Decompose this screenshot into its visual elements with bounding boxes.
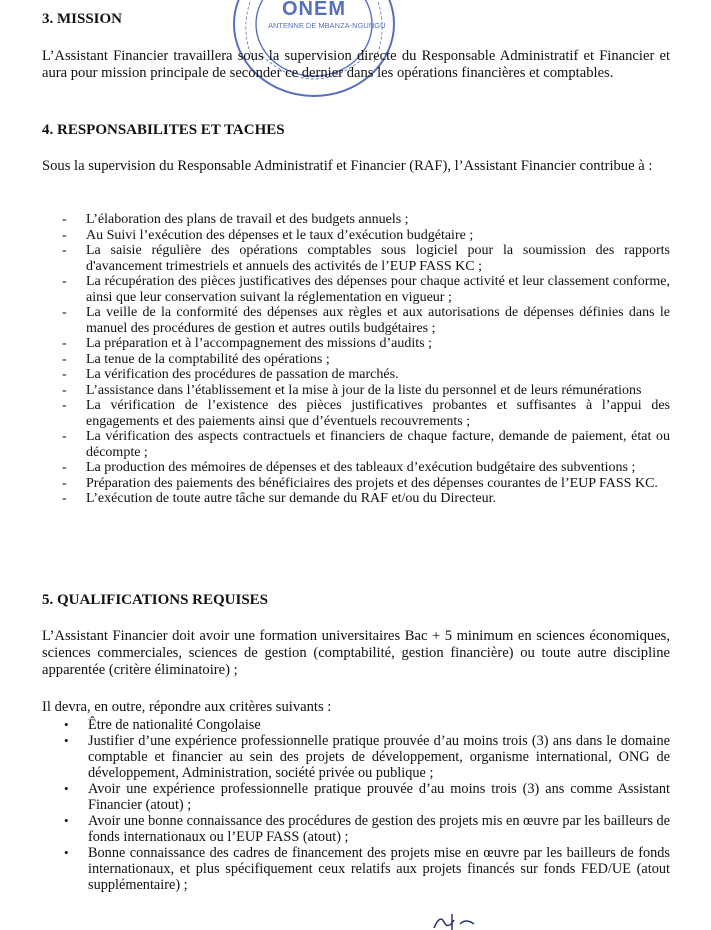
list-item-text: La tenue de la comptabilité des opérations ; (86, 351, 330, 367)
list-item-text: L’exécution de toute autre tâche sur demande du RAF et/ou du Directeur. (86, 491, 497, 506)
section-5-title: 5. QUALIFICATIONS REQUISES (42, 592, 269, 608)
list-item-text: L’assistance dans l’établissement et la mise à jour de la liste du personnel et de leurs rémunérations (86, 382, 642, 398)
list-item-text: Avoir une expérience professionnelle pratique prouvée d’au moins trois (3) ans comme Assistant Financier (atout) ; (88, 781, 670, 813)
list-item (62, 733, 670, 781)
list-marker: - (62, 398, 67, 413)
list-marker: - (62, 336, 67, 351)
signature-mark-icon (430, 912, 478, 930)
list-item (62, 274, 670, 305)
section-3-text: L’Assistant Financier travaillera sous la supervision directe du Responsable Administratif et Financier et aura pour mission principale de seconder ce dernier dans les opérations financières et comptables. (42, 48, 670, 81)
list-marker: - (62, 491, 67, 506)
bullet-marker: • (64, 733, 69, 748)
list-item (62, 813, 670, 845)
list-marker: - (62, 351, 67, 367)
list-item-text: La saisie régulière des opérations comptables sous logiciel pour la soumission des rapports d'avancement trimestriels et annuels des activités de l’EUP FASS KC ; (86, 243, 670, 274)
list-item (62, 212, 670, 228)
list-item-text: La production des mémoires de dépenses et des tableaux d’exécution budgétaire des subventions ; (86, 460, 636, 475)
list-item-text: Bonne connaissance des cadres de financement des projets mise en œuvre par les bailleurs de fonds internationaux, et plus spécifiquement ceux relatifs aux projets financés sur fonds FED/UE (atout supplémentaire) ; (88, 845, 670, 893)
bullet-marker: • (64, 845, 69, 860)
list-item-text: La veille de la conformité des dépenses aux règles et aux autorisations de dépenses définies dans le manuel des procédures de gestion et autres outils budgétaires ; (86, 305, 670, 336)
section-4-intro: Sous la supervision du Responsable Administratif et Financier (RAF), l’Assistant Financier contribue à : (42, 158, 653, 174)
list-marker: - (62, 382, 67, 398)
list-item (62, 367, 670, 383)
list-item-text: Être de nationalité Congolaise (88, 717, 261, 733)
bullet-marker: • (64, 717, 69, 732)
list-item-text: Justifier d’une expérience professionnelle pratique prouvée d’au moins trois (3) ans dans le domaine comptable et financier au sein des projets de développement, organisme international, ONG de développement, Administration, société privée ou publique ; (88, 733, 670, 781)
list-item (62, 383, 670, 399)
list-marker: - (62, 367, 67, 382)
list-item-text: L’élaboration des plans de travail et des budgets annuels ; (86, 212, 409, 227)
list-item-text: La vérification des aspects contractuels et financiers de chaque facture, demande de paiement, état ou décompte ; (86, 429, 670, 460)
list-item (62, 781, 670, 813)
section-3-title: 3. MISSION (42, 11, 123, 27)
list-item-text: La récupération des pièces justificatives des dépenses pour chaque activité et leur classement conforme, ainsi que leur conservation suivant la réglementation en vigueur ; (86, 274, 670, 305)
list-item (62, 336, 670, 352)
section-5-criteria-intro: Il devra, en outre, répondre aux critères suivants : (42, 699, 332, 715)
section-5-intro: L’Assistant Financier doit avoir une formation universitaires Bac + 5 minimum en sciences économiques, sciences commerciales, sciences de gestion (comptabilité, gestion financière) ou toute autre discipline apparentée (critère éliminatoire) ; (42, 628, 670, 678)
list-item-text: Préparation des paiements des bénéficiaires des projets et des dépenses courantes de l’EUP FASS KC. (86, 475, 658, 491)
list-marker: - (62, 460, 67, 475)
qualifications-list (62, 717, 670, 893)
list-item-text: Avoir une bonne connaissance des procédures de gestion des projets mis en œuvre par les bailleurs de fonds internationaux ou l’EUP FASS (atout) ; (88, 813, 670, 845)
list-item-text: Au Suivi l’exécution des dépenses et le taux d’exécution budgétaire ; (86, 227, 474, 243)
stamp-logo-text: ONEM (282, 0, 346, 20)
list-item (62, 352, 670, 368)
list-item (62, 491, 670, 507)
list-marker: - (62, 212, 67, 227)
list-item (62, 243, 670, 274)
bullet-marker: • (64, 781, 69, 796)
list-item (62, 228, 670, 244)
list-item (62, 476, 670, 492)
list-marker: - (62, 429, 67, 444)
list-item-text: La vérification des procédures de passation de marchés. (86, 367, 399, 382)
list-marker: - (62, 475, 67, 491)
list-marker: - (62, 227, 67, 243)
list-marker: - (62, 305, 67, 320)
bullet-marker: • (64, 813, 69, 828)
list-item (62, 845, 670, 893)
list-item (62, 305, 670, 336)
responsibilities-list (62, 212, 670, 507)
list-item (62, 429, 670, 460)
list-marker: - (62, 274, 67, 289)
list-item-text: La préparation et à l’accompagnement des missions d’audits ; (86, 336, 433, 351)
list-item (62, 398, 670, 429)
section-4-title: 4. RESPONSABILITES ET TACHES (42, 122, 285, 138)
stamp-antenna-line: ANTENNE DE MBANZA-NGUNGU (268, 21, 386, 30)
list-item (62, 460, 670, 476)
list-item-text: La vérification de l’existence des pièces justificatives probantes et suffisantes à l’appui des engagements et des paiements ainsi que d’éventuels recouvrements ; (86, 398, 670, 429)
list-marker: - (62, 243, 67, 258)
list-item (62, 717, 670, 733)
